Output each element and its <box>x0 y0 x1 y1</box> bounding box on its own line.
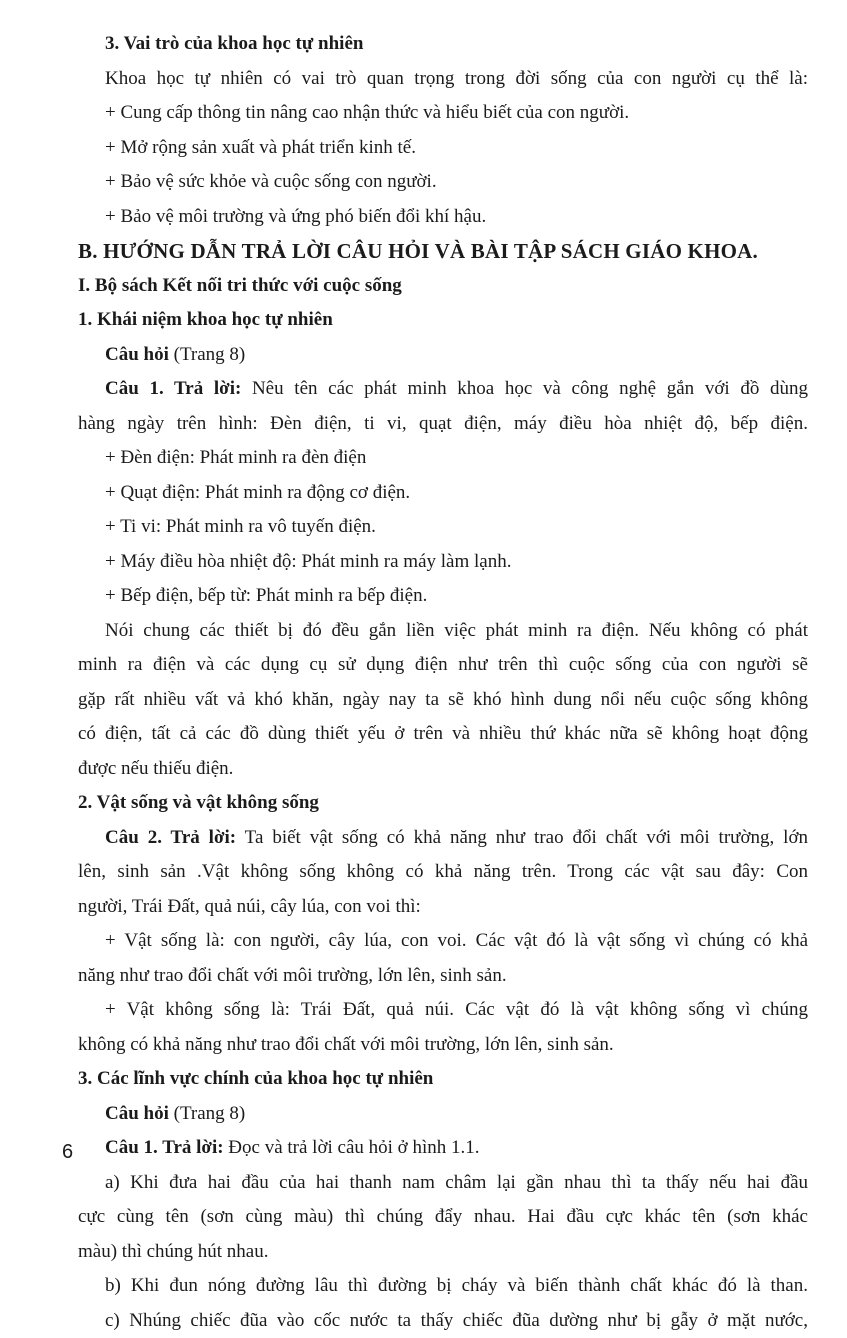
paragraph-line: gặp rất nhiều vất vả khó khăn, ngày nay ta sẽ khó hình dung nổi nếu cuộc sống không <box>78 683 808 718</box>
paragraph-line: năng như trao đổi chất với môi trường, lớn lên, sinh sản. <box>78 959 808 994</box>
answer-line <box>78 821 808 856</box>
list-item: a) Khi đưa hai đầu của hai thanh nam châm lại gần nhau thì ta thấy nếu hai đầu <box>78 1166 808 1201</box>
list-item: + Vật không sống là: Trái Đất, quả núi. Các vật đó là vật không sống vì chúng <box>78 993 808 1028</box>
list-item: + Vật sống là: con người, cây lúa, con voi. Các vật đó là vật sống vì chúng có khả <box>78 924 808 959</box>
list-item: + Bảo vệ môi trường và ứng phó biến đổi khí hậu. <box>78 200 808 235</box>
paragraph-line: minh ra điện và các dụng cụ sử dụng điện như trên thì cuộc sống của con người sẽ <box>78 648 808 683</box>
answer-label: Câu 1. Trả lời: <box>105 378 241 399</box>
list-item: + Máy điều hòa nhiệt độ: Phát minh ra máy làm lạnh. <box>78 545 808 580</box>
paragraph-line: được nếu thiếu điện. <box>78 752 808 787</box>
paragraph-line: có điện, tất cả các đồ dùng thiết yếu ở trên và nhiều thứ khác nữa sẽ không hoạt động <box>78 717 808 752</box>
section-heading: 3. Vai trò của khoa học tự nhiên <box>78 27 808 62</box>
page-number: 6 <box>62 1135 73 1170</box>
list-item: + Cung cấp thông tin nâng cao nhận thức và hiểu biết của con người. <box>78 96 808 131</box>
answer-line <box>78 372 808 407</box>
list-item: c) Nhúng chiếc đũa vào cốc nước ta thấy chiếc đũa dường như bị gẫy ở mặt nước, <box>78 1304 808 1338</box>
answer-line <box>78 1131 808 1166</box>
question-label-line <box>78 338 808 373</box>
question-label: Câu hỏi <box>105 344 169 365</box>
question-label-line <box>78 1097 808 1132</box>
answer-text: Ta biết vật sống có khả năng như trao đổi chất với môi trường, lớn <box>236 827 808 848</box>
list-item: + Bảo vệ sức khỏe và cuộc sống con người. <box>78 165 808 200</box>
answer-label: Câu 1. Trả lời: <box>105 1137 224 1158</box>
section-heading: 3. Các lĩnh vực chính của khoa học tự nhiên <box>78 1062 808 1097</box>
answer-text: Nêu tên các phát minh khoa học và công nghệ gắn với đồ dùng <box>241 378 808 399</box>
answer-label: Câu 2. Trả lời: <box>105 827 236 848</box>
list-item: + Ti vi: Phát minh ra vô tuyến điện. <box>78 510 808 545</box>
page-content <box>78 27 808 1338</box>
paragraph-line: Nói chung các thiết bị đó đều gắn liền việc phát minh ra điện. Nếu không có phát <box>78 614 808 649</box>
list-item: + Mở rộng sản xuất và phát triển kinh tế. <box>78 131 808 166</box>
paragraph-line: cực cùng tên (sơn cùng màu) thì chúng đẩy nhau. Hai đầu cực khác tên (sơn khác <box>78 1200 808 1235</box>
subpart-heading: I. Bộ sách Kết nối tri thức với cuộc sống <box>78 269 808 304</box>
list-item: + Bếp điện, bếp từ: Phát minh ra bếp điện. <box>78 579 808 614</box>
question-label: Câu hỏi <box>105 1103 169 1124</box>
part-heading: B. HƯỚNG DẪN TRẢ LỜI CÂU HỎI VÀ BÀI TẬP SÁCH GIÁO KHOA. <box>78 234 808 269</box>
paragraph-line: màu) thì chúng hút nhau. <box>78 1235 808 1270</box>
list-item: b) Khi đun nóng đường lâu thì đường bị cháy và biến thành chất khác đó là than. <box>78 1269 808 1304</box>
paragraph-line: không có khả năng như trao đổi chất với môi trường, lớn lên, sinh sản. <box>78 1028 808 1063</box>
paragraph-line: Khoa học tự nhiên có vai trò quan trọng trong đời sống của con người cụ thể là: <box>78 62 808 97</box>
question-page: (Trang 8) <box>169 344 245 365</box>
section-heading: 2. Vật sống và vật không sống <box>78 786 808 821</box>
paragraph-line: người, Trái Đất, quả núi, cây lúa, con voi thì: <box>78 890 808 925</box>
list-item: + Quạt điện: Phát minh ra động cơ điện. <box>78 476 808 511</box>
list-item: + Đèn điện: Phát minh ra đèn điện <box>78 441 808 476</box>
answer-text: Đọc và trả lời câu hỏi ở hình 1.1. <box>224 1137 480 1158</box>
paragraph-line: lên, sinh sản .Vật không sống không có khả năng trên. Trong các vật sau đây: Con <box>78 855 808 890</box>
paragraph-line: hàng ngày trên hình: Đèn điện, ti vi, quạt điện, máy điều hòa nhiệt độ, bếp điện. <box>78 407 808 442</box>
question-page: (Trang 8) <box>169 1103 245 1124</box>
section-heading: 1. Khái niệm khoa học tự nhiên <box>78 303 808 338</box>
